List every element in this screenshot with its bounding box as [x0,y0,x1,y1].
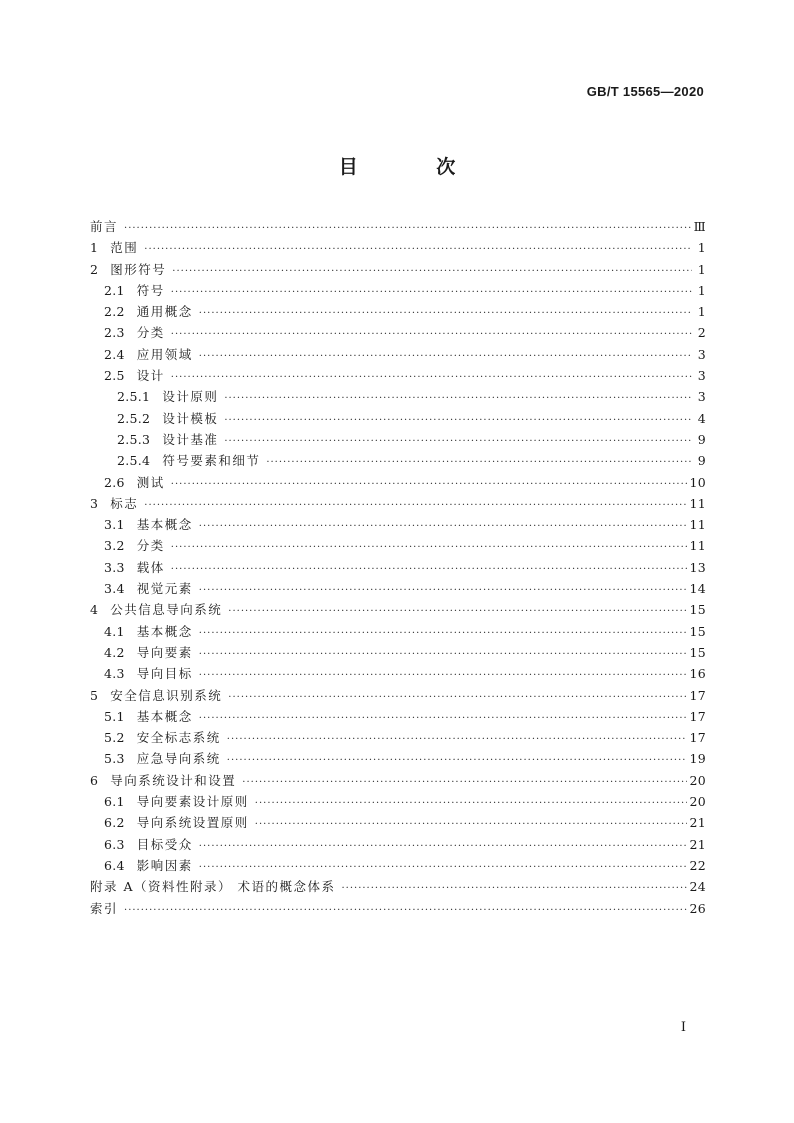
toc-entry-page: 17 [689,708,706,724]
toc-entry-number: 6.3 [104,836,125,852]
toc-entry-title: 载体 [136,559,165,575]
toc-entry[interactable] [90,429,706,450]
toc-entry-number: 1 [90,240,99,256]
dot-leader [242,772,687,793]
dot-leader [199,623,688,644]
toc-entry-number: 5 [90,687,99,703]
dot-leader [224,388,692,409]
toc-entry-number: 4.3 [104,666,125,682]
dot-leader [255,814,688,835]
page-title: 目 次 [338,156,492,178]
toc-entry[interactable] [90,344,706,365]
toc-entry-title: 基本概念 [136,623,193,639]
dot-leader [171,324,692,345]
toc-entry[interactable] [90,812,706,833]
toc-entry-number: 2.6 [104,474,125,490]
dot-leader [224,431,692,452]
toc-entry-number: 2.5.2 [117,410,151,426]
toc-entry-page: 2 [697,325,706,341]
toc-entry-title: 附录 A（资料性附录） 术语的概念体系 [90,879,336,895]
page-number: I [680,1020,686,1035]
toc-entry-page: 22 [689,857,706,873]
dot-leader [199,665,688,686]
toc-entry-title: 图形符号 [110,261,167,277]
toc-entry-title: 通用概念 [136,304,193,320]
toc-entry-page: Ⅲ [693,219,706,234]
toc-entry-page: 1 [697,282,706,298]
dot-leader [228,601,687,622]
toc-entry[interactable] [90,898,706,919]
toc-entry-number: 6 [90,772,99,788]
dot-leader [124,218,692,239]
toc-entry[interactable] [90,685,706,706]
toc-entry-title: 符号 [136,282,165,298]
toc-entry[interactable] [90,493,706,514]
toc-entry-page: 4 [697,410,706,426]
toc-entry[interactable] [90,237,706,258]
dot-leader [199,644,688,665]
toc-entry-page: 1 [697,240,706,256]
toc-entry-title: 导向要素 [136,644,193,660]
toc-entry-title: 导向目标 [136,666,193,682]
toc-entry[interactable] [90,855,706,876]
dot-leader [199,708,688,729]
toc-entry[interactable] [90,450,706,471]
toc-entry-title: 设计原则 [162,389,219,405]
toc-entry-number: 2 [90,261,99,277]
toc-entry-number: 2.5.1 [117,389,151,405]
toc-entry[interactable] [90,280,706,301]
toc-entry-page: 24 [689,879,706,895]
toc-entry-number: 5.2 [104,730,125,746]
toc-entry-title: 影响因素 [136,857,193,873]
dot-leader [171,559,688,580]
toc-entry-page: 1 [697,261,706,277]
toc-entry[interactable] [90,472,706,493]
dot-leader [341,878,687,899]
table-of-contents [90,216,706,919]
toc-entry[interactable] [90,621,706,642]
document-code: GB/T 15565—2020 [586,84,704,99]
dot-leader [199,857,688,878]
toc-entry-title: 基本概念 [136,708,193,724]
dot-leader [199,516,688,537]
toc-entry[interactable] [90,386,706,407]
toc-entry-title: 目标受众 [136,836,193,852]
toc-entry-title: 公共信息导向系统 [110,602,223,618]
toc-entry-page: 20 [689,794,706,810]
toc-entry[interactable] [90,663,706,684]
toc-entry-page: 15 [689,644,706,660]
toc-entry-page: 21 [689,836,706,852]
dot-leader [144,239,692,260]
dot-leader [199,346,692,367]
toc-entry-title: 符号要素和细节 [162,453,261,469]
toc-entry-page: 15 [689,623,706,639]
toc-entry[interactable] [90,365,706,386]
toc-entry-page: 10 [689,474,706,490]
toc-entry[interactable] [90,216,706,237]
toc-entry[interactable] [90,599,706,620]
toc-entry-page: 16 [689,666,706,682]
toc-entry-title: 安全信息识别系统 [110,687,223,703]
dot-leader [227,750,688,771]
toc-entry-page: 20 [689,772,706,788]
toc-entry-number: 2.4 [104,346,125,362]
dot-leader [144,495,687,516]
toc-entry-number: 3.3 [104,559,125,575]
toc-entry[interactable] [90,876,706,897]
toc-entry-title: 前言 [90,219,119,234]
toc-entry-title: 设计 [136,368,165,384]
toc-entry-number: 5.3 [104,751,125,767]
toc-entry-title: 应急导向系统 [136,751,221,767]
dot-leader [124,900,687,921]
dot-leader [227,729,688,750]
toc-entry-number: 2.3 [104,325,125,341]
toc-entry-page: 15 [689,602,706,618]
toc-entry-title: 导向系统设置原则 [136,815,249,831]
toc-entry-number: 6.4 [104,857,125,873]
toc-entry-title: 分类 [136,538,165,554]
toc-entry-number: 3 [90,495,99,511]
dot-leader [171,282,692,303]
toc-entry-number: 4 [90,602,99,618]
toc-entry-title: 分类 [136,325,165,341]
toc-entry[interactable] [90,706,706,727]
toc-entry-number: 2.5.3 [117,431,151,447]
toc-entry[interactable] [90,514,706,535]
toc-entry[interactable] [90,791,706,812]
toc-entry-title: 导向要素设计原则 [136,794,249,810]
toc-entry[interactable] [90,748,706,769]
toc-entry-title: 设计模板 [162,410,219,426]
toc-entry-title: 安全标志系统 [136,730,221,746]
toc-entry-page: 26 [689,900,706,916]
toc-entry-title: 导向系统设计和设置 [110,772,237,788]
toc-entry[interactable] [90,557,706,578]
toc-entry-page: 3 [697,346,706,362]
toc-entry[interactable] [90,834,706,855]
toc-entry-page: 17 [689,730,706,746]
toc-entry[interactable] [90,259,706,280]
dot-leader [171,537,688,558]
toc-entry-title: 应用领域 [136,346,193,362]
toc-entry-number: 2.2 [104,304,125,320]
toc-entry[interactable] [90,642,706,663]
toc-entry-number: 2.5.4 [117,453,151,469]
dot-leader [199,836,688,857]
toc-entry-page: 11 [689,517,706,533]
toc-entry-number: 2.5 [104,368,125,384]
toc-entry-page: 1 [697,304,706,320]
dot-leader [199,303,692,324]
toc-entry-page: 3 [697,389,706,405]
toc-entry-title: 索引 [90,900,119,916]
toc-entry-page: 3 [697,368,706,384]
toc-entry-page: 9 [697,431,706,447]
toc-entry-page: 21 [689,815,706,831]
toc-entry[interactable] [90,578,706,599]
toc-entry-number: 2.1 [104,282,125,298]
toc-entry-number: 3.2 [104,538,125,554]
toc-entry-page: 11 [689,495,706,511]
toc-entry[interactable] [90,408,706,429]
dot-leader [228,687,687,708]
dot-leader [199,580,688,601]
toc-entry-title: 范围 [110,240,139,256]
toc-entry-page: 11 [689,538,706,554]
toc-entry-number: 3.4 [104,581,125,597]
toc-entry-title: 基本概念 [136,517,193,533]
toc-entry-title: 标志 [110,495,139,511]
toc-entry-number: 4.1 [104,623,125,639]
toc-entry-page: 13 [689,559,706,575]
toc-entry-page: 17 [689,687,706,703]
toc-entry-title: 视觉元素 [136,581,193,597]
toc-entry-title: 设计基准 [162,431,219,447]
dot-leader [171,367,692,388]
toc-entry[interactable] [90,770,706,791]
toc-entry-page: 19 [689,751,706,767]
toc-entry-title: 测试 [136,474,165,490]
toc-entry-number: 4.2 [104,644,125,660]
toc-entry[interactable] [90,535,706,556]
dot-leader [172,261,692,282]
dot-leader [171,474,688,495]
toc-entry[interactable] [90,301,706,322]
toc-entry-number: 3.1 [104,517,125,533]
toc-entry-number: 6.1 [104,794,125,810]
toc-entry[interactable] [90,727,706,748]
dot-leader [255,793,688,814]
dot-leader [224,410,692,431]
toc-entry[interactable] [90,322,706,343]
toc-entry-number: 5.1 [104,708,125,724]
toc-entry-page: 9 [697,453,706,469]
toc-entry-page: 14 [689,581,706,597]
toc-entry-number: 6.2 [104,815,125,831]
dot-leader [266,452,692,473]
